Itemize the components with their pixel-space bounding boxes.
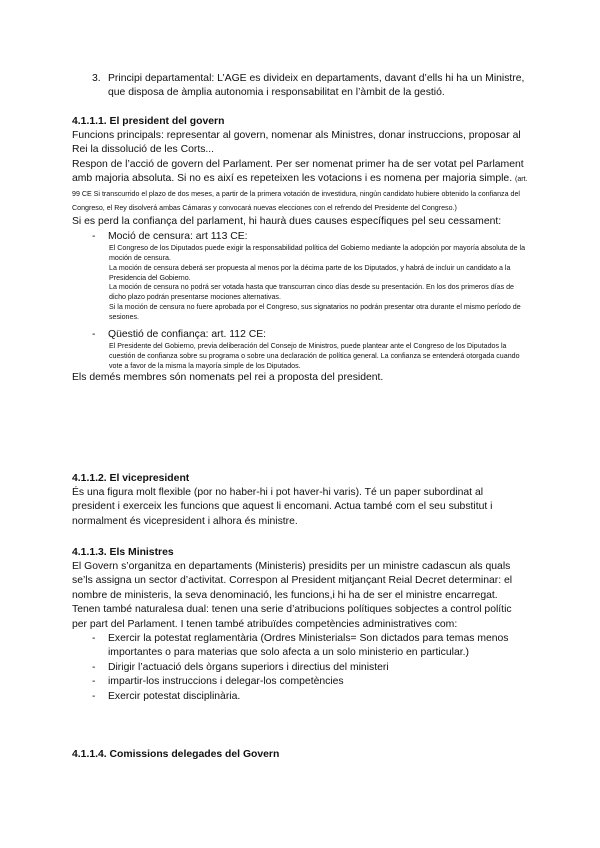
heading-vicepresident: 4.1.1.2. El vicepresident bbox=[72, 473, 190, 484]
heading-president: 4.1.1.1. El president del govern bbox=[72, 116, 225, 127]
president-para-election-text: Respon de l’acció de govern del Parlament. Per ser nomenat primer ha de ser votat pel Parlament amb majoria absoluta. Si no es així es repeteixen les votacions i es nomena per majoria simple. bbox=[72, 158, 524, 185]
president-para-functions: Funcions principals: representar al govern, nomenar als Ministres, donar instruccions, proposar al Rei la dissolució de les Corts... bbox=[72, 130, 521, 156]
questio-confianca-label: Qüestió de confiança: art. 112 CE: bbox=[108, 328, 267, 340]
dash-bullet: - bbox=[92, 690, 96, 702]
art112-par1: El Presidente del Gobierno, previa deliberación del Consejo de Ministros, puede plantear ante el Congreso de los Diputados la cuestión de confianza sobre su programa o sobre una declaración de política general. La confianza se entenderá otorgada cuando vote a favor de la misma la mayoría simple de los Diputados. bbox=[109, 342, 520, 370]
list-item-text: Exercir potestat disciplinària. bbox=[108, 690, 241, 702]
president-section bbox=[72, 129, 528, 386]
art113-par4: Si la moción de censura no fuere aprobada por el Congreso, sus signatarios no podrán presentar otra durante el mismo período de sesiones. bbox=[109, 303, 521, 321]
dash-bullet: - bbox=[92, 230, 96, 242]
list-item-text: Exercir la potestat reglamentària (Ordres Ministerials= Son dictados para temas menos importantes o para materias que solo afecta a un solo ministerio en particular.) bbox=[108, 633, 509, 659]
list-number: 3. bbox=[92, 73, 101, 84]
art113-par1: El Congreso de los Diputados puede exigir la responsabilidad política del Gobierno mediante la adopción por mayoría absoluta de la moción de censura. bbox=[109, 244, 526, 263]
list-item-text: impartir-los instruccions i delegar-los competències bbox=[108, 676, 344, 688]
art113-par2: La moción de censura deberá ser propuesta al menos por la décima parte de los Diputados, y habrá de incluir un candidato a la Presidencia del Gobierno. bbox=[109, 263, 511, 282]
art99-note: (art. 99 CE Si transcurrido el plazo de dos meses, a partir de la primera votación de investidura, ningún candidato hubiere obtenido la confianza del Congreso, el Rey disolverá ambas Cámaras y convocará nuevas elecciones con el refrendo del Presidente del Congreso.) bbox=[72, 175, 528, 213]
dash-bullet: - bbox=[92, 328, 96, 340]
ministres-para: El Govern s’organitza en departaments (Ministeris) presidits per un ministre cadascun als quals se’ls assigna un sector d’activitat. Correspon al President mitjançant Reial Decret determinar: el nombre de ministeris, la seva denominació, les funcions,i hi ha de ser el ministre encarregat. Tenen també naturalesa dual: tenen una serie d’atribucions polítiques sobjectes a control polític per part del Parlament. I tenen també atribuïdes competències administratives com: bbox=[72, 561, 513, 630]
principle-text: Principi departamental: L’AGE es divideix en departaments, davant d’ells hi ha un Ministre, que disposa de àmplia autonomia i responsabilitat en l’àmbit de la gestió. bbox=[108, 73, 525, 99]
dash-bullet: - bbox=[92, 633, 96, 645]
ministres-section bbox=[72, 560, 528, 704]
president-para-cessation: Si es perd la confiança del parlament, hi haurà dues causes específiques pel seu cessament: bbox=[72, 216, 502, 228]
list-item-mocio-censura bbox=[72, 230, 528, 244]
list-item-potestat-reglamentaria bbox=[72, 632, 528, 661]
dash-bullet: - bbox=[92, 661, 96, 673]
vicepresident-para: És una figura molt flexible (por no haber-hi i pot haver-hi varis). Té un paper subordinat al president i exerceix les funcions que aquest li encomani. Actua també com el seu substitut i normalment és vicepresident i alhora és ministre. bbox=[72, 487, 493, 527]
dash-bullet: - bbox=[92, 676, 96, 688]
list-item-questio-confianca bbox=[72, 328, 528, 342]
mocio-censura-label: Moció de censura: art 113 CE: bbox=[108, 230, 248, 242]
heading-comissions: 4.1.1.4. Comissions delegades del Govern bbox=[72, 749, 280, 760]
list-item-text: Dirigir l’actuació dels òrgans superiors i directius del ministeri bbox=[108, 661, 389, 673]
list-item-impartir bbox=[72, 675, 528, 689]
art113-quote bbox=[109, 244, 528, 322]
list-item-dirigir bbox=[72, 661, 528, 675]
list-item-disciplinaria bbox=[72, 690, 528, 704]
art113-par3: La moción de censura no podrá ser votada hasta que transcurran cinco días desde su presentación. En los dos primeros días de dicho plazo podrán presentarse mociones alternativas. bbox=[109, 283, 514, 302]
principle-item bbox=[72, 72, 528, 101]
president-para-election bbox=[72, 158, 528, 216]
president-closing: Els demés membres són nomenats pel rei a proposta del president. bbox=[72, 372, 384, 384]
art112-quote bbox=[109, 342, 528, 371]
heading-ministres: 4.1.1.3. Els Ministres bbox=[72, 547, 174, 558]
